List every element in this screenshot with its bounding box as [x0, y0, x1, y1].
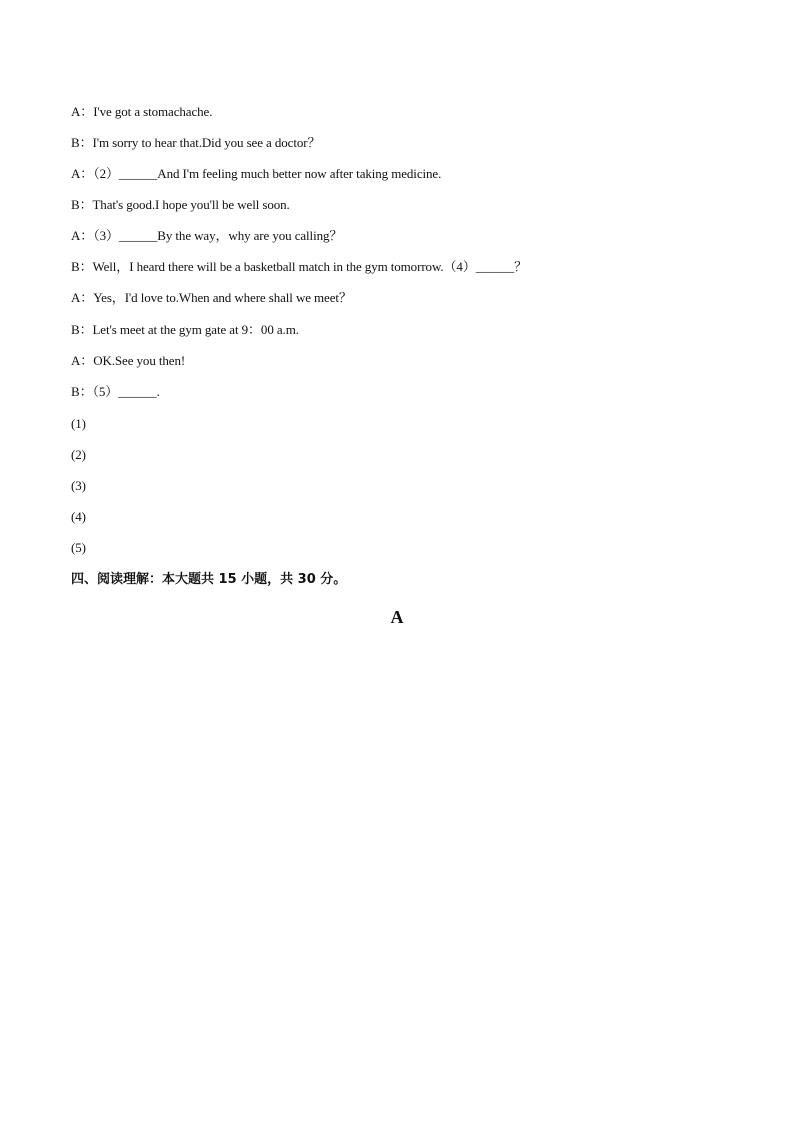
- answer-blank-1: (1): [71, 416, 86, 431]
- passage-label: A: [390, 607, 404, 627]
- answer-blank-4: (4): [71, 509, 86, 524]
- answer-blank-3: (3): [71, 478, 86, 493]
- dialogue-line-4: B：That's good.I hope you'll be well soon.: [71, 197, 290, 212]
- dialogue-line-1: A：I've got a stomachache.: [71, 104, 213, 119]
- answer-blank-2: (2): [71, 447, 86, 462]
- dialogue-line-8: B：Let's meet at the gym gate at 9：00 a.m.: [71, 322, 299, 337]
- dialogue-line-6: B：Well，I heard there will be a basketball match in the gym tomorrow.（4）______？: [71, 259, 528, 274]
- section-title: 四、阅读理解：本大题共 15 小题，共 30 分。: [71, 572, 347, 587]
- dialogue-line-9: A：OK.See you then!: [71, 353, 186, 368]
- dialogue-line-10: B：（5）______.: [71, 384, 160, 399]
- dialogue-line-2: B：I'm sorry to hear that.Did you see a doctor？: [71, 135, 321, 150]
- dialogue-line-7: A：Yes，I'd love to.When and where shall we meet？: [71, 290, 352, 305]
- answer-blank-5: (5): [71, 540, 86, 555]
- dialogue-line-5: A：（3）______By the way，why are you calling？: [71, 228, 343, 243]
- dialogue-line-3: A：（2）______And I'm feeling much better now after taking medicine.: [71, 166, 442, 181]
